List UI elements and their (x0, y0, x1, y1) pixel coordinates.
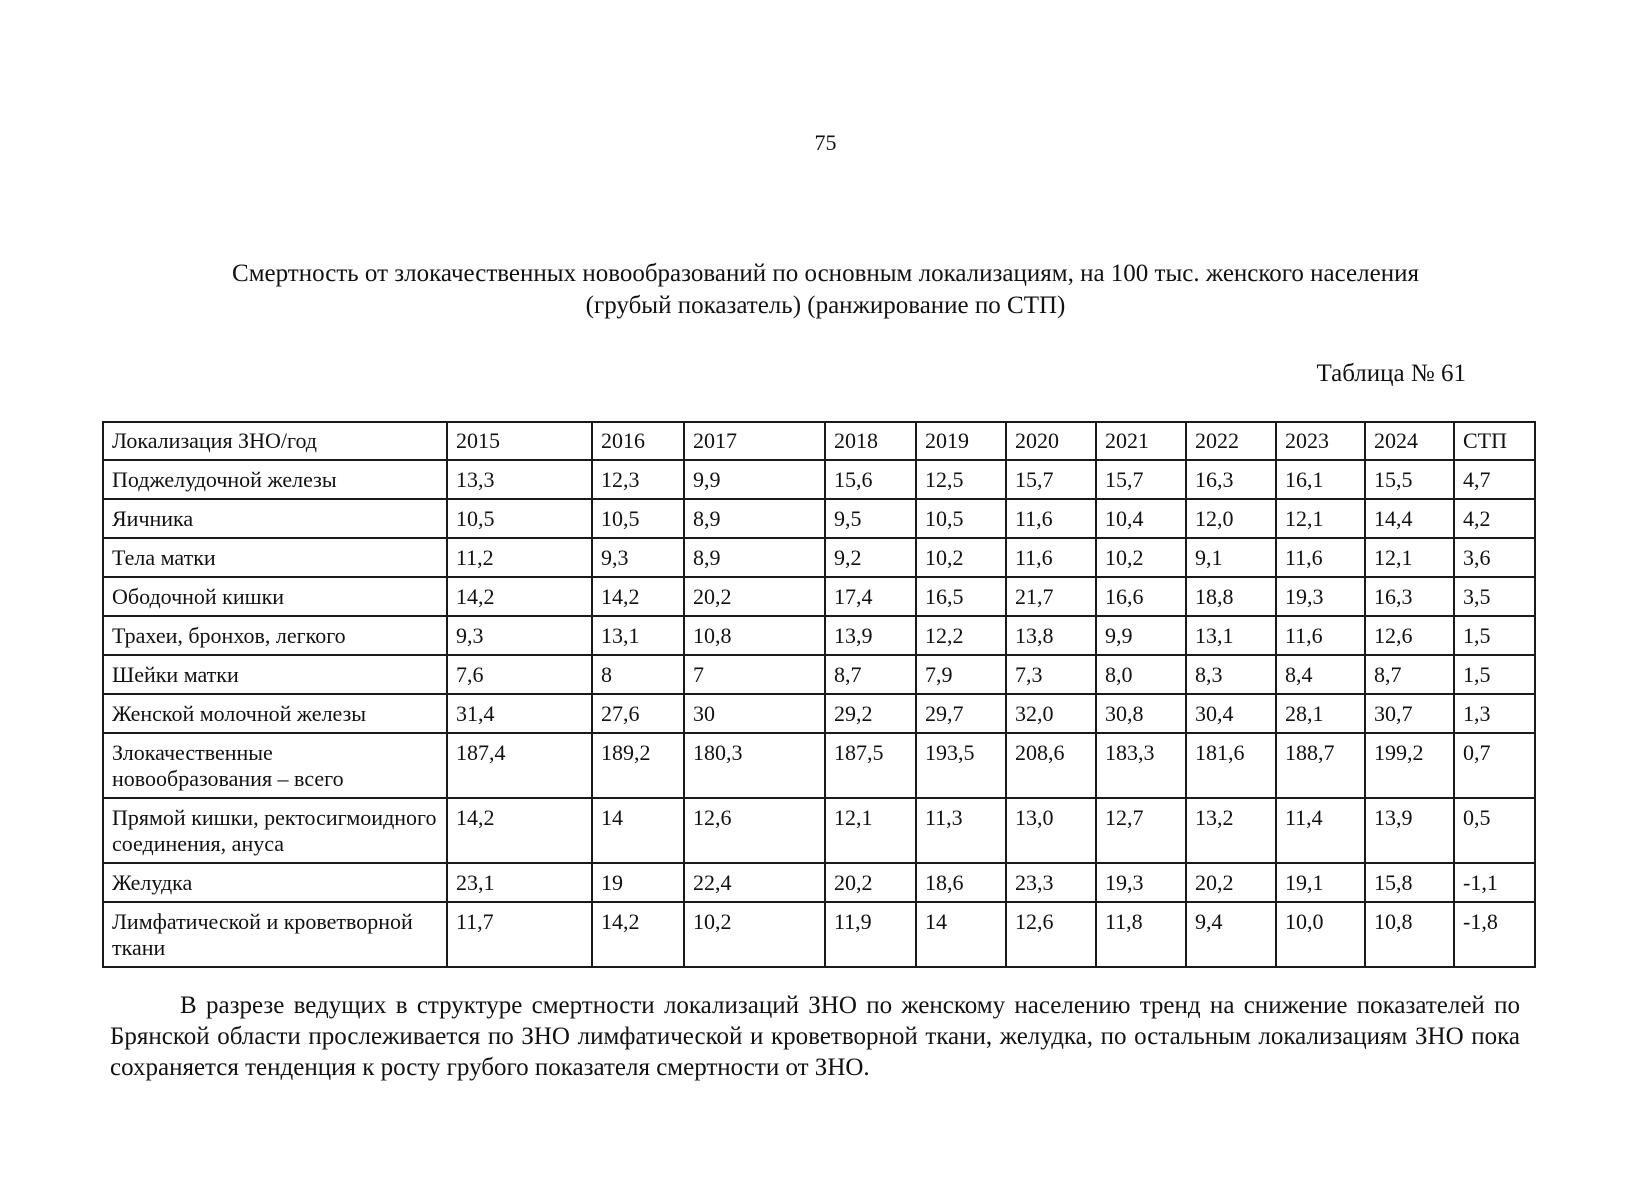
stp-cell: 1,3 (1454, 694, 1535, 733)
value-cell: 13,9 (825, 616, 916, 655)
value-cell: 19 (592, 863, 684, 902)
value-cell: 8,7 (1365, 655, 1454, 694)
value-cell: 20,2 (1186, 863, 1276, 902)
header-cell: 2018 (825, 422, 916, 460)
value-cell: 12,3 (592, 460, 684, 499)
value-cell: 16,6 (1096, 577, 1186, 616)
table-row (103, 655, 1535, 694)
value-cell: 8,7 (825, 655, 916, 694)
value-cell: 28,1 (1276, 694, 1365, 733)
value-cell: 12,5 (916, 460, 1006, 499)
value-cell: 15,7 (1006, 460, 1096, 499)
value-cell: 7,9 (916, 655, 1006, 694)
value-cell: 32,0 (1006, 694, 1096, 733)
value-cell: 10,8 (684, 616, 825, 655)
value-cell: 10,2 (916, 538, 1006, 577)
value-cell: 10,4 (1096, 499, 1186, 538)
value-cell: 12,1 (1365, 538, 1454, 577)
value-cell: 12,6 (1365, 616, 1454, 655)
table-header-row (103, 422, 1535, 460)
value-cell: 15,7 (1096, 460, 1186, 499)
value-cell: 13,1 (592, 616, 684, 655)
value-cell: 10,5 (447, 499, 592, 538)
value-cell: 11,6 (1276, 616, 1365, 655)
value-cell: 10,8 (1365, 902, 1454, 967)
stp-cell: 0,7 (1454, 733, 1535, 798)
value-cell: 8,9 (684, 538, 825, 577)
stp-cell: 4,2 (1454, 499, 1535, 538)
value-cell: 12,0 (1186, 499, 1276, 538)
value-cell: 19,3 (1096, 863, 1186, 902)
stp-cell: 4,7 (1454, 460, 1535, 499)
value-cell: 18,8 (1186, 577, 1276, 616)
value-cell: 20,2 (684, 577, 825, 616)
value-cell: 15,5 (1365, 460, 1454, 499)
value-cell: 29,7 (916, 694, 1006, 733)
value-cell: 27,6 (592, 694, 684, 733)
value-cell: 183,3 (1096, 733, 1186, 798)
table-row (103, 460, 1535, 499)
header-cell: 2016 (592, 422, 684, 460)
value-cell: 8,0 (1096, 655, 1186, 694)
value-cell: 13,1 (1186, 616, 1276, 655)
value-cell: 208,6 (1006, 733, 1096, 798)
value-cell: 10,0 (1276, 902, 1365, 967)
header-cell: СТП (1454, 422, 1535, 460)
value-cell: 187,4 (447, 733, 592, 798)
table-number-label: Таблица № 61 (1316, 360, 1466, 387)
value-cell: 30,7 (1365, 694, 1454, 733)
value-cell: 12,2 (916, 616, 1006, 655)
table-row (103, 863, 1535, 902)
value-cell: 8,4 (1276, 655, 1365, 694)
value-cell: 16,1 (1276, 460, 1365, 499)
localization-cell: Шейки матки (103, 655, 447, 694)
table-row (103, 733, 1535, 798)
value-cell: 12,1 (1276, 499, 1365, 538)
value-cell: 20,2 (825, 863, 916, 902)
table-title: Смертность от злокачественных новообразований по основным локализациям, на 100 тыс. женского населения (грубый показатель) (ранжирование по СТП) (232, 260, 1419, 319)
table-row (103, 902, 1535, 967)
value-cell: 189,2 (592, 733, 684, 798)
value-cell: 15,8 (1365, 863, 1454, 902)
value-cell: 9,1 (1186, 538, 1276, 577)
stp-cell: 3,6 (1454, 538, 1535, 577)
table-row (103, 798, 1535, 863)
value-cell: 18,6 (916, 863, 1006, 902)
value-cell: 193,5 (916, 733, 1006, 798)
value-cell: 22,4 (684, 863, 825, 902)
value-cell: 180,3 (684, 733, 825, 798)
value-cell: 14,2 (592, 577, 684, 616)
header-cell: 2015 (447, 422, 592, 460)
stp-cell: -1,1 (1454, 863, 1535, 902)
value-cell: 14 (916, 902, 1006, 967)
value-cell: 19,1 (1276, 863, 1365, 902)
value-cell: 23,3 (1006, 863, 1096, 902)
value-cell: 11,6 (1276, 538, 1365, 577)
value-cell: 9,2 (825, 538, 916, 577)
header-cell: 2023 (1276, 422, 1365, 460)
stp-cell: 1,5 (1454, 655, 1535, 694)
header-cell: 2020 (1006, 422, 1096, 460)
summary-paragraph: В разрезе ведущих в структуре смертности локализаций ЗНО по женскому населению тренд на снижение показателей по Брянской области прослеживается по ЗНО лимфатической и кроветворной ткани, желудка, по остальным локализациям ЗНО пока сохраняется тенденция к росту грубого показателя смертности от ЗНО. (110, 992, 1520, 1081)
value-cell: 12,1 (825, 798, 916, 863)
table-row (103, 499, 1535, 538)
value-cell: 11,4 (1276, 798, 1365, 863)
value-cell: 9,3 (447, 616, 592, 655)
value-cell: 14,4 (1365, 499, 1454, 538)
value-cell: 11,3 (916, 798, 1006, 863)
value-cell: 14 (592, 798, 684, 863)
value-cell: 13,0 (1006, 798, 1096, 863)
value-cell: 11,9 (825, 902, 916, 967)
value-cell: 8 (592, 655, 684, 694)
value-cell: 14,2 (592, 902, 684, 967)
value-cell: 8,3 (1186, 655, 1276, 694)
localization-cell: Прямой кишки, ректосигмоидного соединения, ануса (103, 798, 447, 863)
value-cell: 188,7 (1276, 733, 1365, 798)
localization-cell: Трахеи, бронхов, легкого (103, 616, 447, 655)
localization-cell: Поджелудочной железы (103, 460, 447, 499)
value-cell: 12,7 (1096, 798, 1186, 863)
page-number: 75 (814, 130, 837, 155)
header-cell: 2017 (684, 422, 825, 460)
localization-cell: Яичника (103, 499, 447, 538)
value-cell: 7 (684, 655, 825, 694)
value-cell: 30,4 (1186, 694, 1276, 733)
value-cell: 13,9 (1365, 798, 1454, 863)
value-cell: 12,6 (684, 798, 825, 863)
value-cell: 11,6 (1006, 499, 1096, 538)
value-cell: 9,9 (1096, 616, 1186, 655)
value-cell: 15,6 (825, 460, 916, 499)
stp-cell: 0,5 (1454, 798, 1535, 863)
value-cell: 8,9 (684, 499, 825, 538)
value-cell: 9,5 (825, 499, 916, 538)
localization-cell: Злокачественные новообразования – всего (103, 733, 447, 798)
value-cell: 181,6 (1186, 733, 1276, 798)
value-cell: 23,1 (447, 863, 592, 902)
value-cell: 14,2 (447, 798, 592, 863)
value-cell: 17,4 (825, 577, 916, 616)
value-cell: 199,2 (1365, 733, 1454, 798)
value-cell: 30,8 (1096, 694, 1186, 733)
value-cell: 10,5 (592, 499, 684, 538)
table-row (103, 694, 1535, 733)
header-cell: 2019 (916, 422, 1006, 460)
value-cell: 187,5 (825, 733, 916, 798)
value-cell: 30 (684, 694, 825, 733)
localization-cell: Тела матки (103, 538, 447, 577)
stp-cell: 3,5 (1454, 577, 1535, 616)
value-cell: 16,5 (916, 577, 1006, 616)
value-cell: 9,3 (592, 538, 684, 577)
localization-cell: Лимфатической и кроветворной ткани (103, 902, 447, 967)
value-cell: 7,6 (447, 655, 592, 694)
table-row (103, 616, 1535, 655)
value-cell: 16,3 (1186, 460, 1276, 499)
value-cell: 10,5 (916, 499, 1006, 538)
value-cell: 29,2 (825, 694, 916, 733)
value-cell: 31,4 (447, 694, 592, 733)
value-cell: 11,7 (447, 902, 592, 967)
stp-cell: 1,5 (1454, 616, 1535, 655)
localization-cell: Женской молочной железы (103, 694, 447, 733)
value-cell: 11,6 (1006, 538, 1096, 577)
localization-cell: Ободочной кишки (103, 577, 447, 616)
value-cell: 11,8 (1096, 902, 1186, 967)
value-cell: 10,2 (684, 902, 825, 967)
header-cell: 2024 (1365, 422, 1454, 460)
table-row (103, 538, 1535, 577)
value-cell: 11,2 (447, 538, 592, 577)
value-cell: 12,6 (1006, 902, 1096, 967)
value-cell: 7,3 (1006, 655, 1096, 694)
value-cell: 13,8 (1006, 616, 1096, 655)
stp-cell: -1,8 (1454, 902, 1535, 967)
value-cell: 9,4 (1186, 902, 1276, 967)
mortality-table (102, 421, 1536, 968)
value-cell: 9,9 (684, 460, 825, 499)
header-cell: 2022 (1186, 422, 1276, 460)
header-cell: 2021 (1096, 422, 1186, 460)
header-cell: Локализация ЗНО/год (103, 422, 447, 460)
value-cell: 10,2 (1096, 538, 1186, 577)
localization-cell: Желудка (103, 863, 447, 902)
value-cell: 16,3 (1365, 577, 1454, 616)
value-cell: 21,7 (1006, 577, 1096, 616)
value-cell: 13,2 (1186, 798, 1276, 863)
table-row (103, 577, 1535, 616)
value-cell: 19,3 (1276, 577, 1365, 616)
value-cell: 13,3 (447, 460, 592, 499)
value-cell: 14,2 (447, 577, 592, 616)
